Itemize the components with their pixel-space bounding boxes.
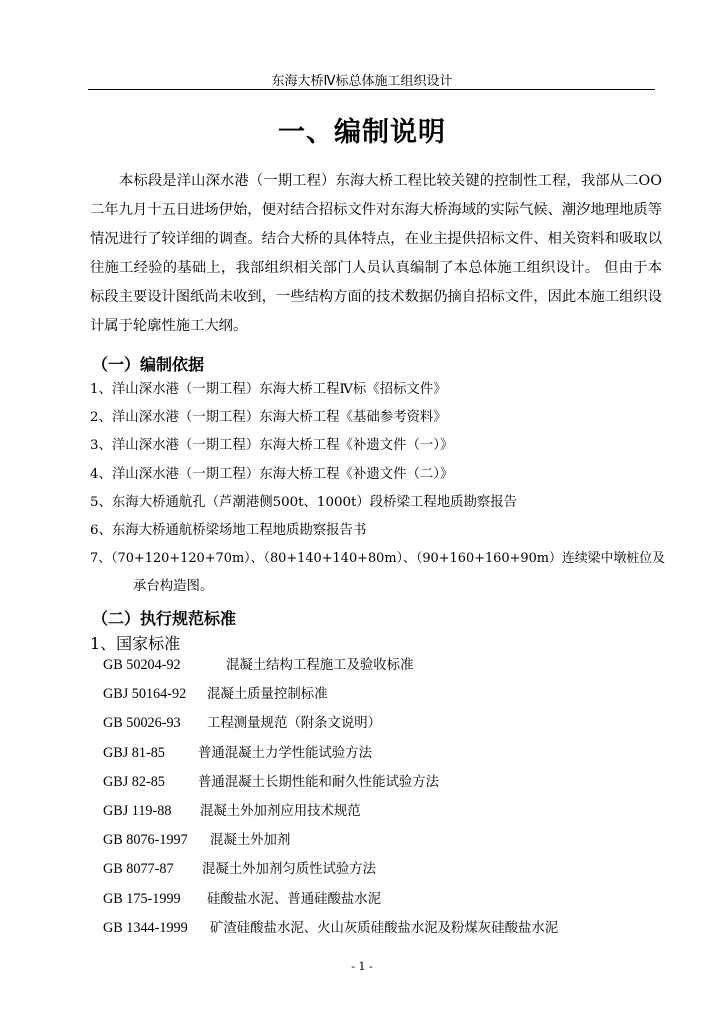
standard-name: 混凝土外加剂匀质性试验方法: [202, 862, 377, 878]
standard-code: GBJ 119-88: [103, 803, 172, 820]
standard-code: GB 8076-1997: [103, 832, 188, 849]
standard-code: GBJ 50164-92: [103, 686, 187, 703]
list-item: 7、（70+120+120+70m）、（80+140+140+80m）、（90+160+160+90m）连续梁中墩桩位及: [90, 551, 666, 567]
standard-code: GB 50026-93: [103, 715, 181, 732]
standard-code: GB 8077-87: [103, 861, 174, 878]
header-divider: [88, 89, 655, 90]
section-heading-basis: （一）编制依据: [92, 355, 205, 374]
standard-code: GB 1344-1999: [103, 919, 188, 936]
list-item-continuation: 承台构造图。: [133, 579, 214, 595]
list-item: 3、洋山深水港（一期工程）东海大桥工程《补遗文件（一）》: [90, 438, 454, 454]
standard-row: [103, 739, 663, 768]
standard-name: 普通混凝土长期性能和耐久性能试验方法: [198, 774, 440, 790]
subsection-heading-national: 1、国家标准: [90, 634, 181, 653]
standard-name: 混凝土外加剂应用技术规范: [200, 804, 361, 820]
standard-row: [103, 855, 663, 884]
standard-code: GBJ 81-85: [103, 744, 165, 761]
basis-list: [90, 376, 670, 602]
intro-paragraph: 本标段是洋山深水港（一期工程）东海大桥工程比较关键的控制性工程，我部从二OO二年九月十五日进场伊始，便对结合招标文件对东海大桥海域的实际气候、潮汐地理地质等情况进行了较详细的调查。结合大桥的具体特点，在业主提供招标文件、相关资料和吸取以往施工经验的基础上，我部组织相关部门人员认真编制了本总体施工组织设计。 但由于本标段主要设计图纸尚未收到，一些结构方面的技术数据仍摘自招标文件，因此本施工组织设计属于轮廓性施工大纲。: [90, 173, 662, 334]
standard-name: 工程测量规范（附条文说明）: [207, 716, 382, 732]
list-item: 5、东海大桥通航孔（芦潮港侧500t、1000t）段桥梁工程地质勘察报告: [90, 494, 518, 510]
standard-row: [103, 797, 663, 826]
standard-row: [103, 826, 663, 855]
list-item: 6、东海大桥通航桥梁场地工程地质勘察报告书: [90, 523, 367, 539]
page-number: - 1 -: [351, 960, 373, 973]
standard-row: [103, 651, 663, 680]
list-item: 4、洋山深水港（一期工程）东海大桥工程《补遗文件（二）》: [90, 466, 454, 482]
standard-row: [103, 768, 663, 797]
standard-name: 混凝土结构工程施工及验收标准: [226, 658, 414, 673]
standards-list: [103, 651, 663, 943]
standard-name: 硅酸盐水泥、普通硅酸盐水泥: [207, 891, 382, 907]
standard-row: [103, 709, 663, 738]
list-item: 2、洋山深水港（一期工程）东海大桥工程《基础参考资料》: [90, 410, 447, 426]
standard-code: GB 50204-92: [103, 657, 181, 673]
standard-name: 混凝土质量控制标准: [207, 687, 328, 703]
page-title: 一、编制说明: [278, 117, 446, 148]
standard-row: [103, 885, 663, 914]
section-heading-standards: （二）执行规范标准: [92, 609, 237, 628]
standard-code: GBJ 82-85: [103, 773, 165, 790]
standard-code: GB 175-1999: [103, 890, 181, 907]
standard-row: [103, 680, 663, 709]
page-header-title: 东海大桥Ⅳ标总体施工组织设计: [271, 74, 453, 89]
list-item: 1、洋山深水港（一期工程）东海大桥工程Ⅳ标《招标文件》: [90, 382, 447, 397]
standard-name: 混凝土外加剂: [210, 833, 291, 849]
standard-name: 普通混凝土力学性能试验方法: [198, 745, 373, 761]
standard-row: [103, 914, 663, 943]
standard-name: 矿渣硅酸盐水泥、火山灰质硅酸盐水泥及粉煤灰硅酸盐水泥: [210, 920, 559, 936]
